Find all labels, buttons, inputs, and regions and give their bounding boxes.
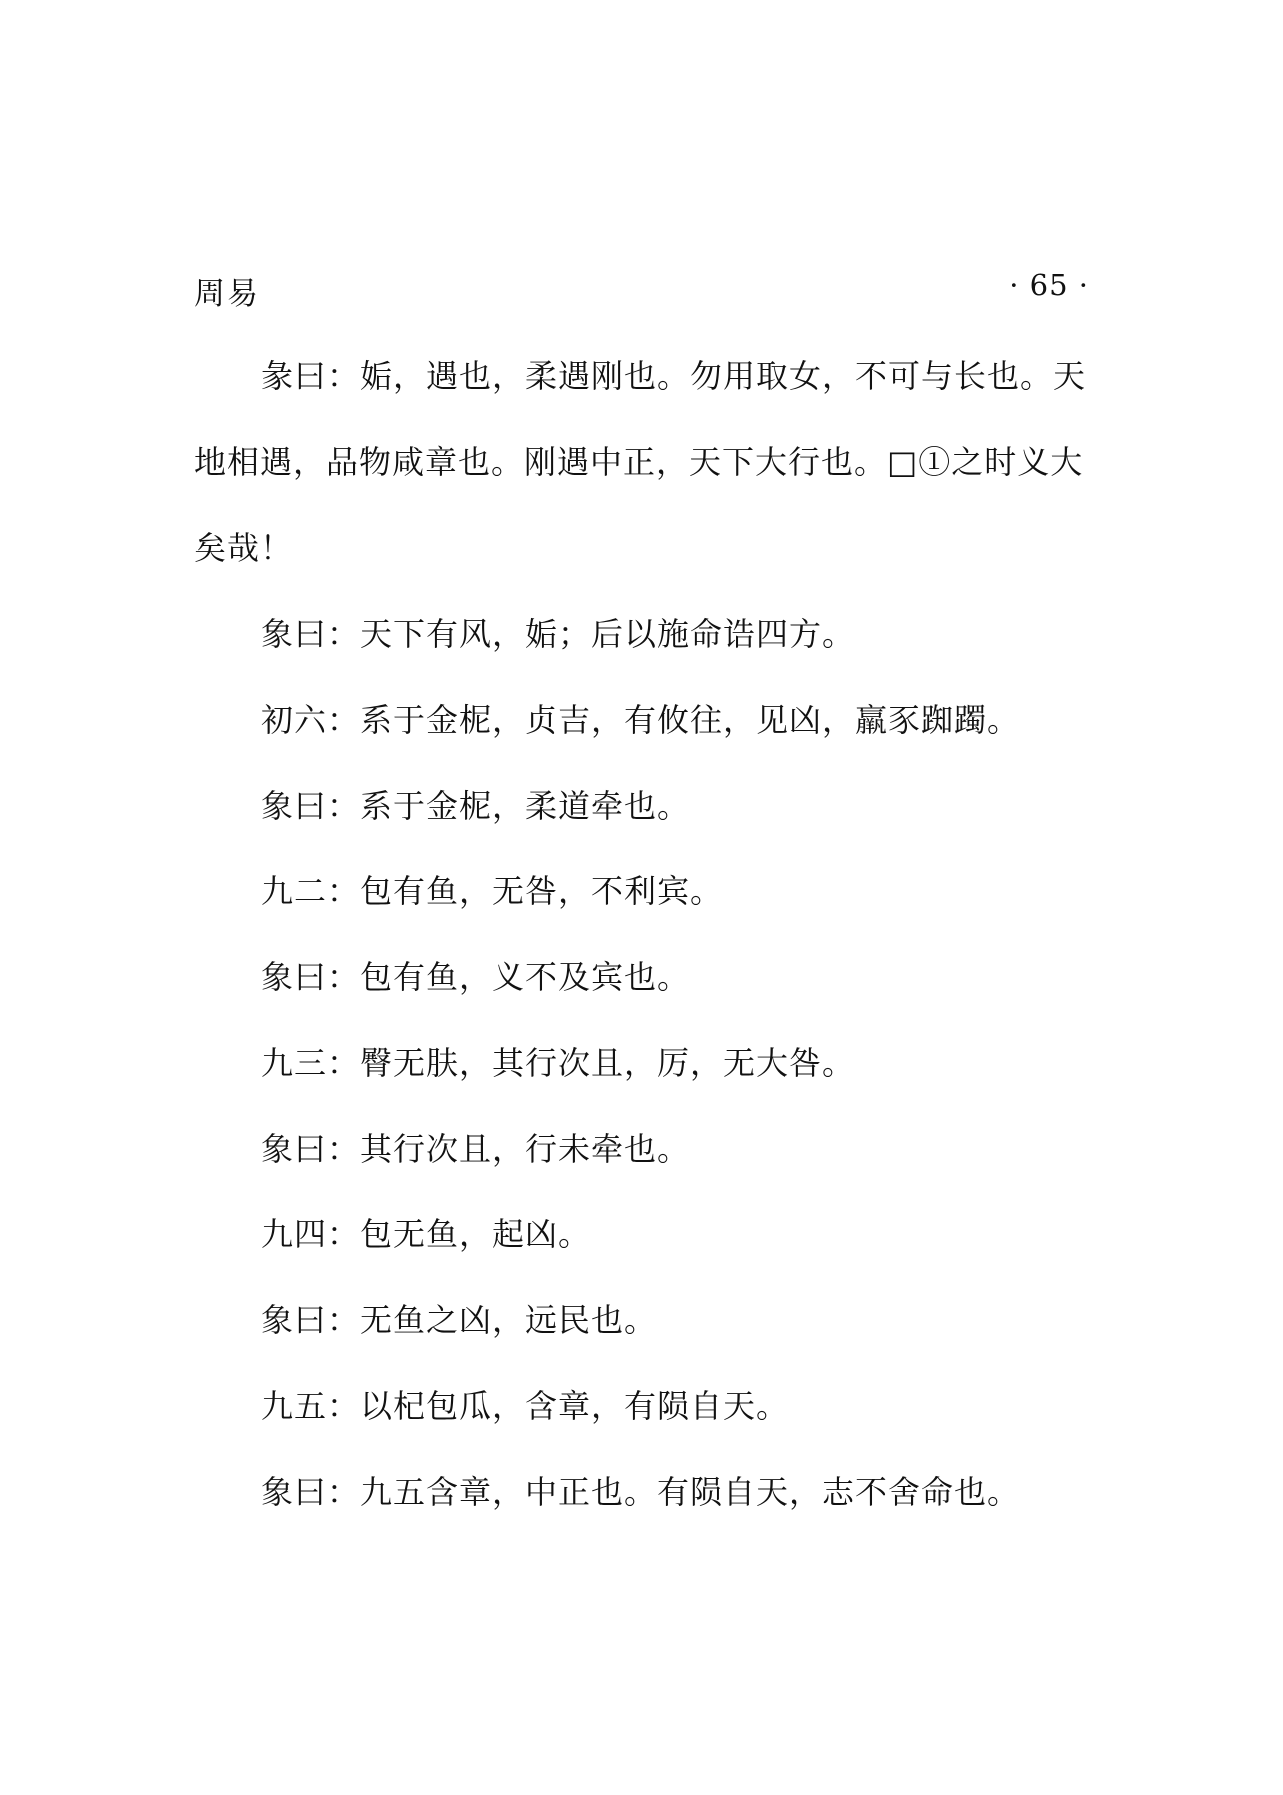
text-line: 初六：系于金柅，贞吉，有攸往，见凶，羸豕踟躅。 — [261, 701, 1021, 739]
text-line: 九二：包有鱼，无咎，不利宾。 — [261, 872, 724, 910]
text-line: 象曰：无鱼之凶，远民也。 — [261, 1301, 658, 1339]
text-line: 象曰：系于金柅，柔道牵也。 — [261, 787, 691, 825]
text-line: 象曰：天下有风，姤；后以施命诰四方。 — [261, 615, 856, 653]
text-line: 象曰：包有鱼，义不及宾也。 — [261, 958, 691, 996]
text-line: 彖曰：姤，遇也，柔遇刚也。勿用取女，不可与长也。天 — [261, 357, 1087, 395]
text-line: 矣哉！ — [194, 529, 294, 567]
text-line: 九三：臀无肤，其行次且，厉，无大咎。 — [261, 1044, 856, 1082]
text-line: 地相遇，品物咸章也。刚遇中正，天下大行也。□①之时义大 — [194, 443, 1084, 481]
page-number: · 65 · — [1009, 268, 1089, 302]
text-line: 九五：以杞包瓜，含章，有陨自天。 — [261, 1387, 790, 1425]
text-line: 九四：包无鱼，起凶。 — [261, 1215, 592, 1253]
text-line: 象曰：其行次且，行未牵也。 — [261, 1130, 691, 1168]
text-line: 象曰：九五含章，中正也。有陨自天，志不舍命也。 — [261, 1473, 1021, 1511]
page-header — [194, 268, 1089, 314]
running-title: 周易 — [194, 276, 260, 312]
